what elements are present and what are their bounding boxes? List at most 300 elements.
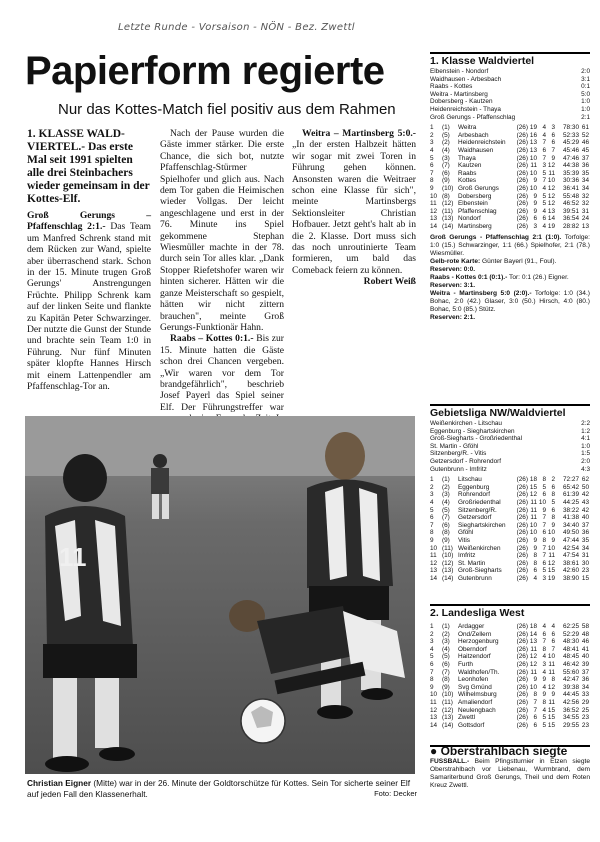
table-cell: 4 [542,207,546,215]
sidebar-title: 1. Klasse Waldviertel [430,52,590,68]
table-cell: 1 [430,476,434,484]
result-row [430,91,590,99]
table-row [430,537,590,545]
table-cell: 4 [551,623,555,630]
sidebar-title: ● Oberstrahlbach siegte [430,745,590,756]
table-cell: 9 [430,536,434,544]
table-row [430,522,590,530]
table-cell: 13 [430,567,438,575]
table-cell: (26) [516,192,528,200]
table-cell: 14 [430,222,438,230]
table-cell: 19 [547,222,555,230]
table-cell: 3 [542,162,546,170]
table-cell: 9 [533,544,537,552]
table-cell: 10 [547,177,555,185]
table-cell: 9 [542,691,546,699]
result-score: 1:0 [581,442,590,450]
result-score: 1:0 [581,98,590,106]
table-cell: 6 [542,559,546,567]
table-cell: 9 [430,683,434,691]
photo-caption [27,778,417,799]
table-cell: 7 [542,638,546,646]
football-scene-image [25,416,415,774]
table-cell: (26) [516,653,528,661]
table-cell: St. Martin [458,559,486,567]
table-cell: 10 [529,169,537,177]
table-cell: (26) [516,131,528,139]
table-cell: Arbesbach [458,131,489,139]
table-cell: 13 [529,638,537,646]
table-cell: 55:60 [563,668,579,676]
match-report: Groß Gerungs - Pfaffenschlag 2:1 (1:0). Torfolge: 1:0 (15.) Schwarzinger, 1:1 (66.) Spielhofer, 2:1 (78.) Wiesmüller. Gelb-rote Karte: Günter Bayerl (91., Foul). Reserven: 0:0. Raabs - Kottes 0:1 (0:1).- Tor: 0:1 (26.) Eigner. Reserven: 3:1. Weitra - Martinsberg 5:0 (2:0).- Torfolge: 1:0 (34.) Bohac, 2:0 (42.) Glaser, 3:0 (50.) Hirsch, 4:0 (80.) Bohac, 5:0 (85.) Stütz. Reserven: 2:1. [430,234,590,322]
table-cell: 4 [542,668,546,676]
table-cell: 3 [542,660,546,668]
svg-text:11: 11 [59,542,87,572]
table-cell: 7 [542,154,546,162]
article-paragraph: Groß Gerungs – Pfaffenschlag 2:1.- Das Team um Manfred Schrenk stand mit dem Rücken zur Wand, spielte aber überraschend stark. Schon in der 15. Minute trugen Groß Gerungs' Anstrengungen Früchte. Philipp Schrenk kam auf der linken Seite und flankte zu Kapitän Peter Schwarzinger. Der nutzte die Gunst der Stunde und brachte sein Team 1:0 in Führung. Nur fünf Minuten später klopfte Hannes Hirsch mit einem Lattenpendler am Pfaffenschlag-Tor an. [27,210,151,393]
table-cell: 6 [551,630,555,638]
table-cell: 12 [430,706,438,714]
league-table [430,623,590,729]
table-cell: 31 [581,207,589,215]
result-row [430,428,590,436]
table-cell: 11 [530,668,537,676]
table-cell: (26) [516,146,528,154]
result-match: Getzersdorf - Rohrendorf [430,457,502,465]
table-cell: 4 [542,124,546,132]
table-cell: (26) [516,698,528,706]
table-cell: (26) [516,544,528,552]
table-row [430,139,590,147]
table-cell: 6 [551,131,555,139]
table-cell: (26) [516,124,528,132]
table-cell: 8 [430,529,434,537]
table-cell: 47:54 [563,552,579,560]
table-cell: 34:55 [563,714,579,722]
table-cell: (14) [442,721,454,729]
table-cell: 5 [542,721,546,729]
table-cell: Weitra [458,124,477,132]
sidebar-text: FUSSBALL.- Beim Pfingstturnier in Etzen siegte Oberstrahlbach vor Liebenau, Wurmbrand, dem Samariterbund Groß Gerungs, Theil und dem Roten Kreuz Zwettl. [430,757,590,789]
league-table [430,476,590,582]
table-cell: 9 [533,676,537,684]
table-cell: (26) [516,721,528,729]
table-cell: 23 [581,567,589,575]
table-cell: 10 [430,544,438,552]
table-cell: 8 [542,645,546,653]
table-cell: (26) [516,476,528,484]
table-cell: 62:25 [563,623,579,630]
table-cell: 7 [542,521,546,529]
table-cell: (6) [442,169,450,177]
table-cell: 8 [533,552,537,560]
table-cell: 47:46 [563,154,579,162]
table-cell: 12 [529,491,537,499]
result-row [430,435,590,443]
table-cell: Oberndorf [458,645,487,653]
table-cell: 10 [430,691,438,699]
table-cell: (7) [442,668,450,676]
table-row [430,476,590,484]
results-list [430,420,590,473]
table-cell: (2) [442,483,450,491]
table-row [430,560,590,568]
table-cell: (26) [516,574,528,582]
table-cell: 62 [581,476,589,484]
table-cell: 11 [530,498,537,506]
table-cell: 45:46 [563,146,579,154]
table-cell: 14 [529,630,537,638]
table-cell: (26) [516,207,528,215]
table-row [430,185,590,193]
table-cell: 5 [430,653,434,661]
table-cell: (3) [442,154,450,162]
table-cell: Thaya [458,154,476,162]
table-cell: 41 [581,645,589,653]
table-cell: (26) [516,567,528,575]
table-cell: 7 [542,514,546,522]
table-cell: (1) [442,476,450,484]
table-cell: 6 [542,146,546,154]
table-cell: 10 [529,154,537,162]
table-cell: Sitzenberg/R. [458,506,497,514]
table-cell: 7 [551,645,555,653]
table-cell: 6 [542,529,546,537]
table-cell: 42:54 [563,544,579,552]
table-cell: 9 [533,207,537,215]
table-cell: 55:48 [563,192,579,200]
table-cell: 35 [581,536,589,544]
table-cell: (26) [516,691,528,699]
table-cell: (26) [516,552,528,560]
result-score: 2:0 [581,68,590,75]
table-cell: 10 [430,192,438,200]
table-cell: 4 [430,645,434,653]
table-cell: 6 [430,514,434,522]
table-cell: Elbenstein [458,200,488,208]
table-cell: (10) [442,184,454,192]
table-cell: 61:39 [563,491,579,499]
table-cell: 45 [581,146,589,154]
table-row [430,691,590,699]
table-row [430,124,590,132]
table-row [430,177,590,185]
table-cell: 19 [547,574,555,582]
table-cell: 10 [529,184,537,192]
table-cell: 2 [430,630,434,638]
table-cell: (26) [516,630,528,638]
table-cell: 34 [581,177,589,185]
table-cell: 11 [530,645,537,653]
table-row [430,722,590,730]
table-cell: 5 [430,506,434,514]
table-cell: 43 [581,498,589,506]
table-cell: 7 [533,706,537,714]
table-cell: Furth [458,660,473,668]
headline: Papierform regierte [25,49,385,93]
table-cell: 8 [551,676,555,684]
table-cell: 50 [581,483,589,491]
table-cell: 12 [547,162,555,170]
table-cell: (8) [442,529,450,537]
table-cell: (6) [442,521,450,529]
table-cell: 6 [533,714,537,722]
table-cell: 72:27 [563,476,579,484]
result-score: 1:0 [581,105,590,113]
table-cell: 11 [430,698,437,706]
table-cell: 29:55 [563,721,579,729]
table-cell: (26) [516,154,528,162]
table-cell: 36 [581,676,589,684]
table-cell: (5) [442,653,450,661]
table-cell: 42 [581,491,589,499]
table-cell: (7) [442,162,450,170]
table-cell: 34:40 [563,521,579,529]
table-cell: (4) [442,146,450,154]
table-cell: 40 [581,514,589,522]
table-cell: 4 [430,498,434,506]
table-cell: (14) [442,574,454,582]
table-cell: 35:39 [563,169,579,177]
table-cell: Waldhofen/Th. [458,668,500,676]
table-cell: 49:50 [563,529,579,537]
subheadline: Nur das Kottes-Match fiel positiv aus dem Rahmen [58,101,396,118]
article-paragraph: Weitra – Martinsberg 5:0.- „In der ersten Halbzeit hätten wir sogar mit zwei Toren in Führung gehen können. Ansonsten waren die Weitraer schon eine Klasse für sich", meinte Martinsbergs Sektionsleiter Christian Hofbauer. Jetzt geht's halt ab in die 2. Klasse. Dort muss sich das noch unroutinierte Team formieren, um bald das Comeback feiern zu können. [292,128,416,276]
table-cell: 9 [533,177,537,185]
table-cell: (26) [516,683,528,691]
table-cell: Ond/Zellern [458,630,492,638]
table-cell: 13 [529,139,537,147]
table-cell: 8 [551,514,555,522]
table-cell: 3 [542,574,546,582]
table-row [430,507,590,515]
table-row [430,676,590,684]
table-cell: 8 [551,491,555,499]
table-cell: 15 [547,567,555,575]
table-row [430,223,590,231]
table-cell: (9) [442,177,450,185]
table-row [430,208,590,216]
result-score: 4:3 [581,465,590,473]
table-cell: (26) [516,706,528,714]
table-cell: 13 [547,207,555,215]
table-cell: Raabs [458,169,477,177]
table-cell: 23 [581,714,589,722]
table-cell: 11 [548,552,555,560]
table-cell: 7 [533,698,537,706]
table-cell: 52 [581,131,589,139]
caption-name: Christian Eigner [27,778,92,788]
table-cell: 5 [542,200,546,208]
table-cell: 8 [430,177,434,185]
table-cell: 7 [542,544,546,552]
sidebar-1-klasse [430,52,590,322]
table-cell: 13 [430,215,438,223]
table-cell: 11 [430,200,437,208]
table-cell: (14) [442,222,454,230]
table-cell: (5) [442,506,450,514]
table-cell: (26) [516,200,528,208]
table-cell: 47:44 [563,536,579,544]
table-cell: Imfritz [458,552,476,560]
table-cell: 4 [542,222,546,230]
table-cell: 42 [581,506,589,514]
table-cell: 38:22 [563,506,579,514]
table-cell: 6 [551,139,555,147]
table-cell: (26) [516,645,528,653]
table-cell: 48:45 [563,653,579,661]
table-cell: 5 [430,154,434,162]
table-cell: 9 [551,521,555,529]
table-cell: 6 [533,721,537,729]
table-cell: 34 [581,544,589,552]
table-cell: Svg Gmünd [458,683,492,691]
table-cell: 42:56 [563,698,579,706]
table-row [430,707,590,715]
table-cell: 2 [551,476,555,484]
table-cell: Ardagger [458,623,485,630]
table-cell: 41:38 [563,514,579,522]
table-cell: (26) [516,559,528,567]
table-row [430,132,590,140]
table-cell: 16 [529,131,537,139]
table-cell: 18 [529,476,537,484]
sidebar-gebietsliga [430,404,590,582]
table-cell: 12 [529,660,537,668]
result-score: 4:1 [581,435,590,443]
table-cell: 10 [529,529,537,537]
result-match: Weitra - Martinsberg [430,90,488,98]
sidebar-oberstrahlbach [430,745,590,790]
results-list [430,68,590,121]
table-cell: (1) [442,623,450,630]
table-cell: 10 [547,653,555,661]
table-cell: (2) [442,630,450,638]
table-row [430,155,590,163]
table-cell: 46:52 [563,200,579,208]
match-photo [25,416,415,774]
result-score: 1:2 [581,427,590,435]
table-cell: 6 [533,215,537,223]
table-cell: (3) [442,491,450,499]
table-cell: (7) [442,514,450,522]
table-cell: 10 [529,521,537,529]
table-cell: 9 [542,676,546,684]
table-cell: 11 [548,169,555,177]
table-cell: 7 [430,521,434,529]
article-column-3 [292,128,416,288]
table-cell: 11 [530,162,537,170]
table-cell: (9) [442,683,450,691]
table-cell: 78:30 [563,124,579,132]
table-cell: (11) [442,544,453,552]
table-cell: (8) [442,676,450,684]
table-cell: Weißenkirchen [458,544,501,552]
table-cell: (8) [442,192,450,200]
table-cell: Herzogenburg [458,638,499,646]
table-cell: (26) [516,714,528,722]
table-cell: 19 [529,124,537,132]
table-cell: 13 [581,222,589,230]
result-row [430,458,590,466]
table-cell: 6 [430,660,434,668]
table-cell: 7 [542,139,546,147]
table-row [430,661,590,669]
result-score: 5:0 [581,90,590,98]
sidebar-title: 2. Landesliga West [430,604,590,620]
table-cell: 12 [430,207,438,215]
table-row [430,193,590,201]
table-cell: 46:42 [563,660,579,668]
table-cell: 8 [533,691,537,699]
table-cell: 15 [547,721,555,729]
table-cell: 13 [430,714,438,722]
table-row [430,545,590,553]
table-cell: 37 [581,521,589,529]
table-cell: 3 [551,124,555,132]
result-row [430,106,590,114]
table-cell: 52:33 [563,131,579,139]
table-cell: 30 [581,559,589,567]
table-cell: 1 [430,124,434,132]
table-row [430,491,590,499]
table-cell: 11 [530,506,537,514]
table-cell: 7 [430,668,434,676]
table-row [430,714,590,722]
table-cell: 8 [542,536,546,544]
table-cell: 4 [542,706,546,714]
table-cell: Haitzendorf [458,653,491,661]
table-cell: 52:29 [563,630,579,638]
table-cell: (26) [516,491,528,499]
table-cell: 8 [542,476,546,484]
table-cell: 9 [430,184,434,192]
table-cell: (10) [442,552,454,560]
table-cell: 42:47 [563,676,579,684]
result-score: 3:1 [581,75,590,83]
result-match: Groß Gerungs - Pfaffenschlag [430,113,516,121]
table-cell: (26) [516,660,528,668]
result-match: Gutenbrunn - Imfritz [430,465,487,473]
table-cell: 4 [542,653,546,661]
table-cell: 15 [547,714,555,722]
table-cell: 12 [547,200,555,208]
table-cell: 9 [533,536,537,544]
result-match: Elbenstein - Nondorf [430,68,489,75]
table-cell: 6 [542,215,546,223]
table-cell: 8 [430,676,434,684]
table-cell: Kottes [458,177,477,185]
table-cell: Großriedenthal [458,498,501,506]
table-cell: (26) [516,514,528,522]
result-row [430,76,590,84]
table-cell: Martinsberg [458,222,492,230]
table-cell: 3 [430,139,434,147]
table-cell: 44:38 [563,162,579,170]
table-row [430,147,590,155]
table-cell: 10 [547,529,555,537]
table-row [430,699,590,707]
table-cell: 9 [533,192,537,200]
table-cell: 61 [581,124,589,132]
table-cell: 28:82 [563,222,579,230]
table-cell: Waidhausen [458,146,494,154]
table-cell: Gottsdorf [458,721,485,729]
table-cell: (3) [442,638,450,646]
table-cell: (26) [516,222,528,230]
table-cell: Getzersdorf [458,514,492,522]
table-cell: 6 [542,630,546,638]
